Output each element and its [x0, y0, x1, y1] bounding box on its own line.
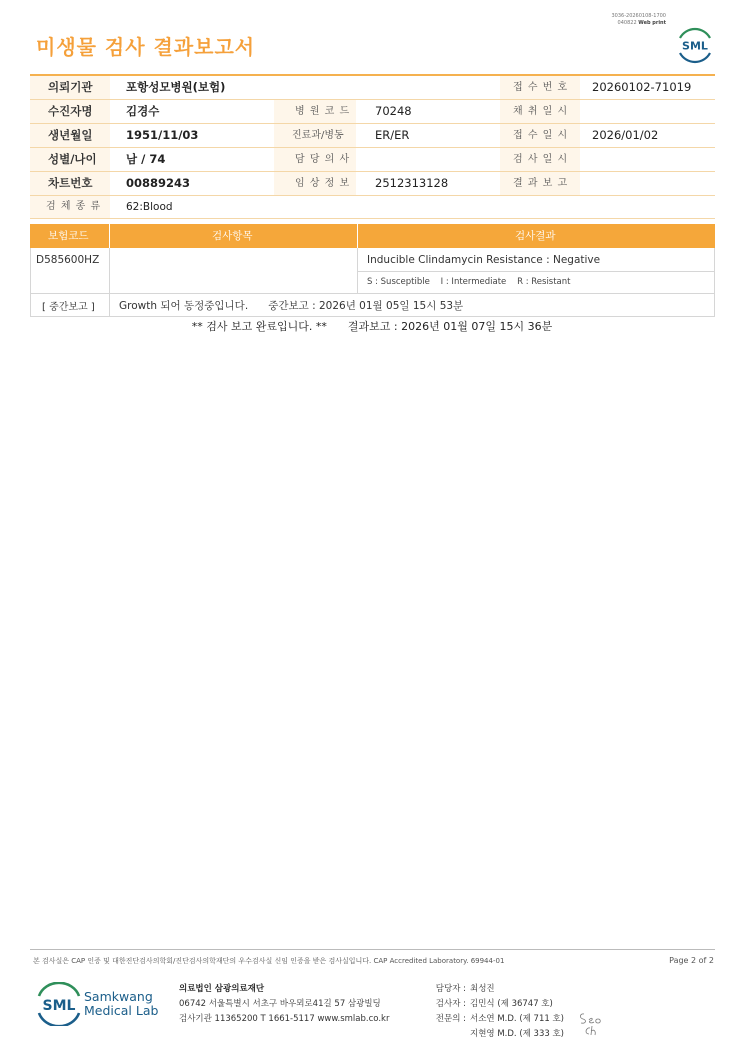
staff-row [428, 1012, 564, 1027]
sex-age-value: 남 / 74 [126, 152, 166, 166]
sml-logo-icon [676, 26, 714, 64]
footer-logo-text: SML [42, 998, 76, 1014]
dob-value: 1951/11/03 [126, 128, 199, 142]
info-row [30, 172, 715, 196]
dob-label: 생년월일 [48, 128, 93, 142]
staff-role: 담당자 : [435, 984, 466, 994]
staff-role: 전문의 : [435, 1014, 466, 1024]
interim-tag: [ 중간보고 ] [42, 302, 95, 313]
patient-label: 수진자명 [48, 104, 93, 118]
patient-info-table [30, 74, 715, 219]
chart-no-label: 차트번호 [48, 176, 93, 190]
staff-row [428, 997, 564, 1012]
specimen-value: 62:Blood [126, 201, 173, 213]
organization-info [179, 982, 389, 1027]
footer-divider [30, 949, 715, 950]
web-print-label: Web print [638, 20, 666, 26]
col-code-header: 보험코드 [48, 230, 89, 242]
cap-notice: 본 검사실은 CAP 인증 및 대한진단검사의학회/진단검사의학재단의 우수검사실 신임 인증을 받은 검사실입니다. CAP Accredited Laboratory. 69944-01 [33, 957, 505, 965]
susceptibility-legend: S : Susceptible I : Intermediate R : Resistant [367, 277, 571, 287]
clinical-label: 임 상 정 보 [295, 178, 351, 189]
info-row [30, 100, 715, 124]
org-address: 06742 서울특별시 서초구 바우뫼로41길 57 삼광빌딩 [179, 999, 381, 1009]
result-report-label: 결 과 보 고 [513, 178, 569, 189]
brand-name [84, 990, 158, 1018]
staff-list [428, 982, 564, 1042]
brand-line2: Medical Lab [84, 1003, 159, 1018]
info-row [30, 148, 715, 172]
completion-note: ** 검사 보고 완료입니다. ** 결과보고 : 2026년 01월 07일 15시 36분 [191, 320, 553, 333]
print-code [611, 13, 666, 27]
hospital-code-label: 병 원 코 드 [295, 106, 351, 117]
receipt-date-value: 2026/01/02 [592, 128, 659, 142]
sex-age-label: 성별/나이 [48, 152, 97, 166]
page-number: Page 2 of 2 [669, 956, 714, 965]
info-row [30, 124, 715, 148]
result-code: D585600HZ [36, 254, 100, 266]
col-item-header: 검사항목 [212, 230, 253, 242]
dept-label: 진료과/병동 [292, 130, 344, 141]
doctor-label: 담 당 의 사 [295, 154, 351, 165]
staff-row [428, 1027, 564, 1042]
sml-footer-logo-icon [36, 982, 82, 1026]
print-code-line1: 3036-20260108-1700 [611, 13, 666, 19]
org-contact: 검사기관 11365200 T 1661-5117 www.smlab.co.kr [179, 1014, 390, 1024]
handwritten-signature-icon [578, 1010, 608, 1038]
clinical-value: 2512313128 [375, 176, 449, 190]
request-org-label: 의뢰기관 [48, 80, 93, 94]
logo-text: SML [682, 39, 708, 53]
info-row [30, 74, 715, 100]
brand-line1: Samkwang [84, 989, 153, 1004]
report-title: 미생물 검사 결과보고서 [36, 35, 256, 59]
info-row [30, 196, 715, 219]
chart-no-value: 00889243 [126, 176, 191, 190]
dept-value: ER/ER [375, 128, 410, 142]
staff-name: 지현영 M.D. (제 333 호) [470, 1029, 565, 1039]
staff-name: 최성진 [470, 984, 495, 994]
results-header [30, 224, 715, 248]
receipt-no-value: 20260102-71019 [592, 80, 692, 94]
receipt-date-label: 접 수 일 시 [513, 130, 569, 141]
hospital-code-value: 70248 [375, 104, 412, 118]
print-code-line2: 040822 [617, 20, 637, 26]
patient-value: 김경수 [126, 104, 160, 118]
staff-name: 서소연 M.D. (제 711 호) [470, 1014, 565, 1024]
org-name: 의료법인 삼광의료재단 [179, 984, 265, 994]
specimen-label: 검 체 종 류 [46, 201, 102, 212]
collect-date-label: 채 취 일 시 [513, 106, 569, 117]
staff-row [428, 982, 564, 997]
results-table [30, 224, 715, 317]
test-date-label: 검 사 일 시 [513, 154, 569, 165]
col-result-header: 검사결과 [515, 230, 556, 242]
receipt-no-label: 접 수 번 호 [513, 82, 569, 93]
staff-role: 검사자 : [435, 999, 466, 1009]
staff-name: 김민식 (제 36747 호) [470, 999, 553, 1009]
result-value: Inducible Clindamycin Resistance : Negative [367, 254, 601, 266]
request-org-value: 포항성모병원(보험) [126, 80, 226, 94]
interim-report: Growth 되어 동정중입니다. 중간보고 : 2026년 01월 05일 15시 53분 [119, 300, 464, 312]
